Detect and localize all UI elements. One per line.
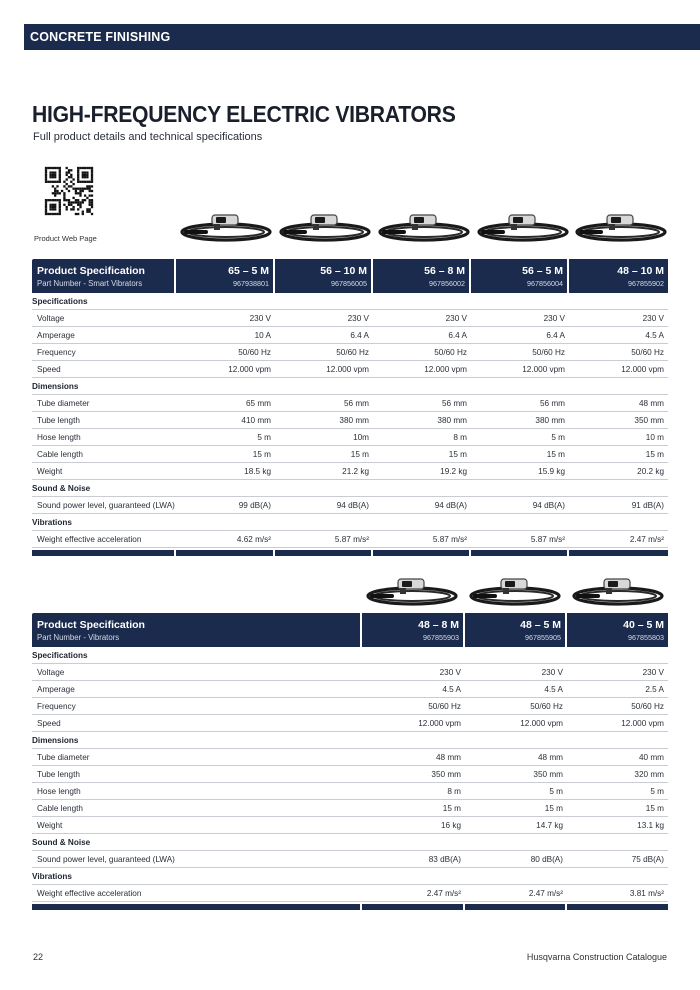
row-value: 12.000 vpm: [362, 715, 465, 732]
table-row: [32, 885, 668, 902]
row-value: 15 m: [471, 446, 569, 463]
row-value: 91 dB(A): [569, 497, 668, 514]
section-title: CONCRETE FINISHING: [30, 30, 171, 44]
footer-bar-cell: [373, 548, 471, 556]
row-label: Hose length: [32, 783, 362, 800]
row-value: 10 A: [176, 327, 275, 344]
row-label: Speed: [32, 361, 176, 378]
footer-bar-cell: [569, 548, 668, 556]
row-value: 410 mm: [176, 412, 275, 429]
row-value: 50/60 Hz: [362, 698, 465, 715]
row-label: Frequency: [32, 698, 362, 715]
row-value: 230 V: [362, 664, 465, 681]
table-row: [32, 463, 668, 480]
table-row: [32, 531, 668, 548]
row-value: 94 dB(A): [373, 497, 471, 514]
row-value: 15 m: [567, 800, 668, 817]
row-value: 18.5 kg: [176, 463, 275, 480]
row-value: 13.1 kg: [567, 817, 668, 834]
row-value: 4.62 m/s²: [176, 531, 275, 548]
model-part-number: 967856002: [429, 278, 465, 288]
row-value: 350 mm: [569, 412, 668, 429]
model-header-cell: [471, 259, 569, 293]
model-name: 48 – 10 M: [617, 264, 664, 277]
table-row: [32, 412, 668, 429]
row-value: 15 m: [275, 446, 373, 463]
table-row: [32, 327, 668, 344]
row-value: 12.000 vpm: [465, 715, 567, 732]
model-name: 65 – 5 M: [228, 264, 269, 277]
footer-bar-cell: [567, 902, 668, 910]
row-value: 5.87 m/s²: [275, 531, 373, 548]
section-row: [32, 868, 668, 885]
vibrator-image-56-8m: [376, 210, 472, 246]
section-row: [32, 514, 668, 531]
vibrator-image-40-5m: [568, 574, 668, 610]
header-label-cell: [32, 613, 362, 647]
section-row: [32, 378, 668, 395]
model-part-number: 967938801: [233, 278, 269, 288]
model-name: 56 – 10 M: [320, 264, 367, 277]
qr-code[interactable]: [36, 158, 102, 224]
header-title: Product Specification: [37, 618, 145, 631]
row-value: 20.2 kg: [569, 463, 668, 480]
row-value: 48 mm: [569, 395, 668, 412]
table-row: [32, 817, 668, 834]
row-value: 8 m: [362, 783, 465, 800]
row-label: Cable length: [32, 446, 176, 463]
row-label: Voltage: [32, 310, 176, 327]
model-header-cell: [465, 613, 567, 647]
row-value: 2.5 A: [567, 681, 668, 698]
table-row: [32, 715, 668, 732]
section-title: Specifications: [32, 647, 668, 664]
row-label: Tube length: [32, 412, 176, 429]
row-value: 15 m: [176, 446, 275, 463]
row-value: 15 m: [373, 446, 471, 463]
row-value: 2.47 m/s²: [569, 531, 668, 548]
row-value: 3.81 m/s²: [567, 885, 668, 902]
section-title: Sound & Noise: [32, 834, 668, 851]
table-row: [32, 698, 668, 715]
section-title: Specifications: [32, 293, 668, 310]
row-value: 6.4 A: [275, 327, 373, 344]
row-label: Sound power level, guaranteed (LWA): [32, 851, 362, 868]
table-row: [32, 361, 668, 378]
footer-bar-cell: [465, 902, 567, 910]
row-value: 5 m: [176, 429, 275, 446]
row-value: 56 mm: [471, 395, 569, 412]
row-value: 320 mm: [567, 766, 668, 783]
row-value: 75 dB(A): [567, 851, 668, 868]
section-row: [32, 647, 668, 664]
footer-bar-cell: [32, 902, 362, 910]
row-value: 4.5 A: [465, 681, 567, 698]
model-part-number: 967855902: [628, 278, 664, 288]
row-value: 10m: [275, 429, 373, 446]
row-label: Weight: [32, 463, 176, 480]
row-label: Weight: [32, 817, 362, 834]
row-value: 50/60 Hz: [176, 344, 275, 361]
row-value: 5 m: [465, 783, 567, 800]
row-value: 5 m: [471, 429, 569, 446]
row-value: 16 kg: [362, 817, 465, 834]
row-value: 2.47 m/s²: [465, 885, 567, 902]
row-value: 15.9 kg: [471, 463, 569, 480]
row-value: 4.5 A: [569, 327, 668, 344]
row-value: 2.47 m/s²: [362, 885, 465, 902]
row-value: 6.4 A: [471, 327, 569, 344]
vibrator-image-56-10m: [277, 210, 373, 246]
row-value: 94 dB(A): [275, 497, 373, 514]
section-title: Dimensions: [32, 732, 668, 749]
vibrator-image-65-5m: [178, 210, 274, 246]
model-header-cell: [176, 259, 275, 293]
row-value: 380 mm: [373, 412, 471, 429]
row-value: 12.000 vpm: [373, 361, 471, 378]
row-value: 8 m: [373, 429, 471, 446]
row-value: 4.5 A: [362, 681, 465, 698]
row-label: Voltage: [32, 664, 362, 681]
model-part-number: 967856004: [527, 278, 563, 288]
header-title: Product Specification: [37, 264, 145, 277]
row-value: 48 mm: [465, 749, 567, 766]
model-part-number: 967856005: [331, 278, 367, 288]
row-value: 12.000 vpm: [471, 361, 569, 378]
footer-bar-cell: [32, 548, 176, 556]
row-value: 380 mm: [275, 412, 373, 429]
row-label: Speed: [32, 715, 362, 732]
row-value: 14.7 kg: [465, 817, 567, 834]
model-header-cell: [362, 613, 465, 647]
row-label: Weight effective acceleration: [32, 885, 362, 902]
row-value: 21.2 kg: [275, 463, 373, 480]
spec-table-smart-vibrators: [32, 259, 668, 556]
table-row: [32, 851, 668, 868]
model-part-number: 967855905: [525, 632, 561, 642]
row-value: 15 m: [465, 800, 567, 817]
row-label: Amperage: [32, 327, 176, 344]
table-row: [32, 395, 668, 412]
row-value: 15 m: [362, 800, 465, 817]
row-value: 230 V: [471, 310, 569, 327]
row-value: 19.2 kg: [373, 463, 471, 480]
row-value: 56 mm: [373, 395, 471, 412]
section-title: Dimensions: [32, 378, 668, 395]
catalogue-name: Husqvarna Construction Catalogue: [526, 952, 667, 962]
row-label: Weight effective acceleration: [32, 531, 176, 548]
table-footer-bar: [32, 548, 668, 556]
page-number: 22: [33, 952, 44, 962]
section-title: Sound & Noise: [32, 480, 668, 497]
table-row: [32, 749, 668, 766]
row-value: 12.000 vpm: [569, 361, 668, 378]
vibrator-image-56-5m: [475, 210, 571, 246]
row-value: 50/60 Hz: [373, 344, 471, 361]
model-name: 48 – 5 M: [520, 618, 561, 631]
row-value: 230 V: [373, 310, 471, 327]
row-value: 12.000 vpm: [567, 715, 668, 732]
section-title: Vibrations: [32, 514, 668, 531]
section-row: [32, 834, 668, 851]
row-value: 50/60 Hz: [275, 344, 373, 361]
row-value: 230 V: [569, 310, 668, 327]
row-value: 50/60 Hz: [465, 698, 567, 715]
table-row: [32, 681, 668, 698]
row-value: 50/60 Hz: [471, 344, 569, 361]
model-part-number: 967855903: [423, 632, 459, 642]
header-subtitle: Part Number - Smart Vibrators: [37, 278, 143, 288]
row-value: 50/60 Hz: [569, 344, 668, 361]
vibrator-image-48-8m: [362, 574, 462, 610]
row-value: 10 m: [569, 429, 668, 446]
page-subtitle: Full product details and technical specifications: [33, 131, 263, 143]
spec-table-vibrators: [32, 613, 668, 910]
row-value: 83 dB(A): [362, 851, 465, 868]
model-header-cell: [275, 259, 373, 293]
row-value: 230 V: [275, 310, 373, 327]
vibrator-image-48-5m: [465, 574, 565, 610]
table-row: [32, 783, 668, 800]
row-label: Tube length: [32, 766, 362, 783]
row-label: Amperage: [32, 681, 362, 698]
model-name: 48 – 8 M: [418, 618, 459, 631]
table-row: [32, 310, 668, 327]
model-name: 56 – 8 M: [424, 264, 465, 277]
table-row: [32, 429, 668, 446]
footer-bar-cell: [275, 548, 373, 556]
row-value: 50/60 Hz: [567, 698, 668, 715]
row-value: 350 mm: [465, 766, 567, 783]
section-title: Vibrations: [32, 868, 668, 885]
footer-bar-cell: [176, 548, 275, 556]
row-value: 15 m: [569, 446, 668, 463]
row-value: 56 mm: [275, 395, 373, 412]
footer-bar-cell: [362, 902, 465, 910]
row-value: 230 V: [176, 310, 275, 327]
row-value: 99 dB(A): [176, 497, 275, 514]
qr-label: Product Web Page: [34, 234, 97, 243]
table-header-row: [32, 613, 668, 647]
row-value: 6.4 A: [373, 327, 471, 344]
row-value: 12.000 vpm: [176, 361, 275, 378]
page-title: HIGH-FREQUENCY ELECTRIC VIBRATORS: [32, 101, 456, 127]
row-value: 80 dB(A): [465, 851, 567, 868]
vibrator-image-48-10m: [573, 210, 669, 246]
table-footer-bar: [32, 902, 668, 910]
section-row: [32, 732, 668, 749]
table-row: [32, 800, 668, 817]
table-row: [32, 664, 668, 681]
row-label: Frequency: [32, 344, 176, 361]
row-value: 230 V: [567, 664, 668, 681]
table-row: [32, 766, 668, 783]
table-row: [32, 497, 668, 514]
row-label: Cable length: [32, 800, 362, 817]
table-header-row: [32, 259, 668, 293]
model-header-cell: [567, 613, 668, 647]
row-label: Hose length: [32, 429, 176, 446]
row-value: 380 mm: [471, 412, 569, 429]
row-value: 5.87 m/s²: [373, 531, 471, 548]
model-name: 56 – 5 M: [522, 264, 563, 277]
row-value: 48 mm: [362, 749, 465, 766]
footer-bar-cell: [471, 548, 569, 556]
section-row: [32, 293, 668, 310]
model-name: 40 – 5 M: [623, 618, 664, 631]
row-label: Tube diameter: [32, 749, 362, 766]
model-header-cell: [373, 259, 471, 293]
header-label-cell: [32, 259, 176, 293]
model-part-number: 967855803: [628, 632, 664, 642]
row-value: 94 dB(A): [471, 497, 569, 514]
row-value: 230 V: [465, 664, 567, 681]
section-row: [32, 480, 668, 497]
section-header-bar: [24, 24, 700, 50]
table-row: [32, 446, 668, 463]
row-value: 40 mm: [567, 749, 668, 766]
model-header-cell: [569, 259, 668, 293]
row-value: 65 mm: [176, 395, 275, 412]
row-value: 5.87 m/s²: [471, 531, 569, 548]
row-value: 5 m: [567, 783, 668, 800]
row-label: Tube diameter: [32, 395, 176, 412]
row-label: Sound power level, guaranteed (LWA): [32, 497, 176, 514]
header-subtitle: Part Number - Vibrators: [37, 632, 120, 642]
row-value: 350 mm: [362, 766, 465, 783]
table-row: [32, 344, 668, 361]
row-value: 12.000 vpm: [275, 361, 373, 378]
